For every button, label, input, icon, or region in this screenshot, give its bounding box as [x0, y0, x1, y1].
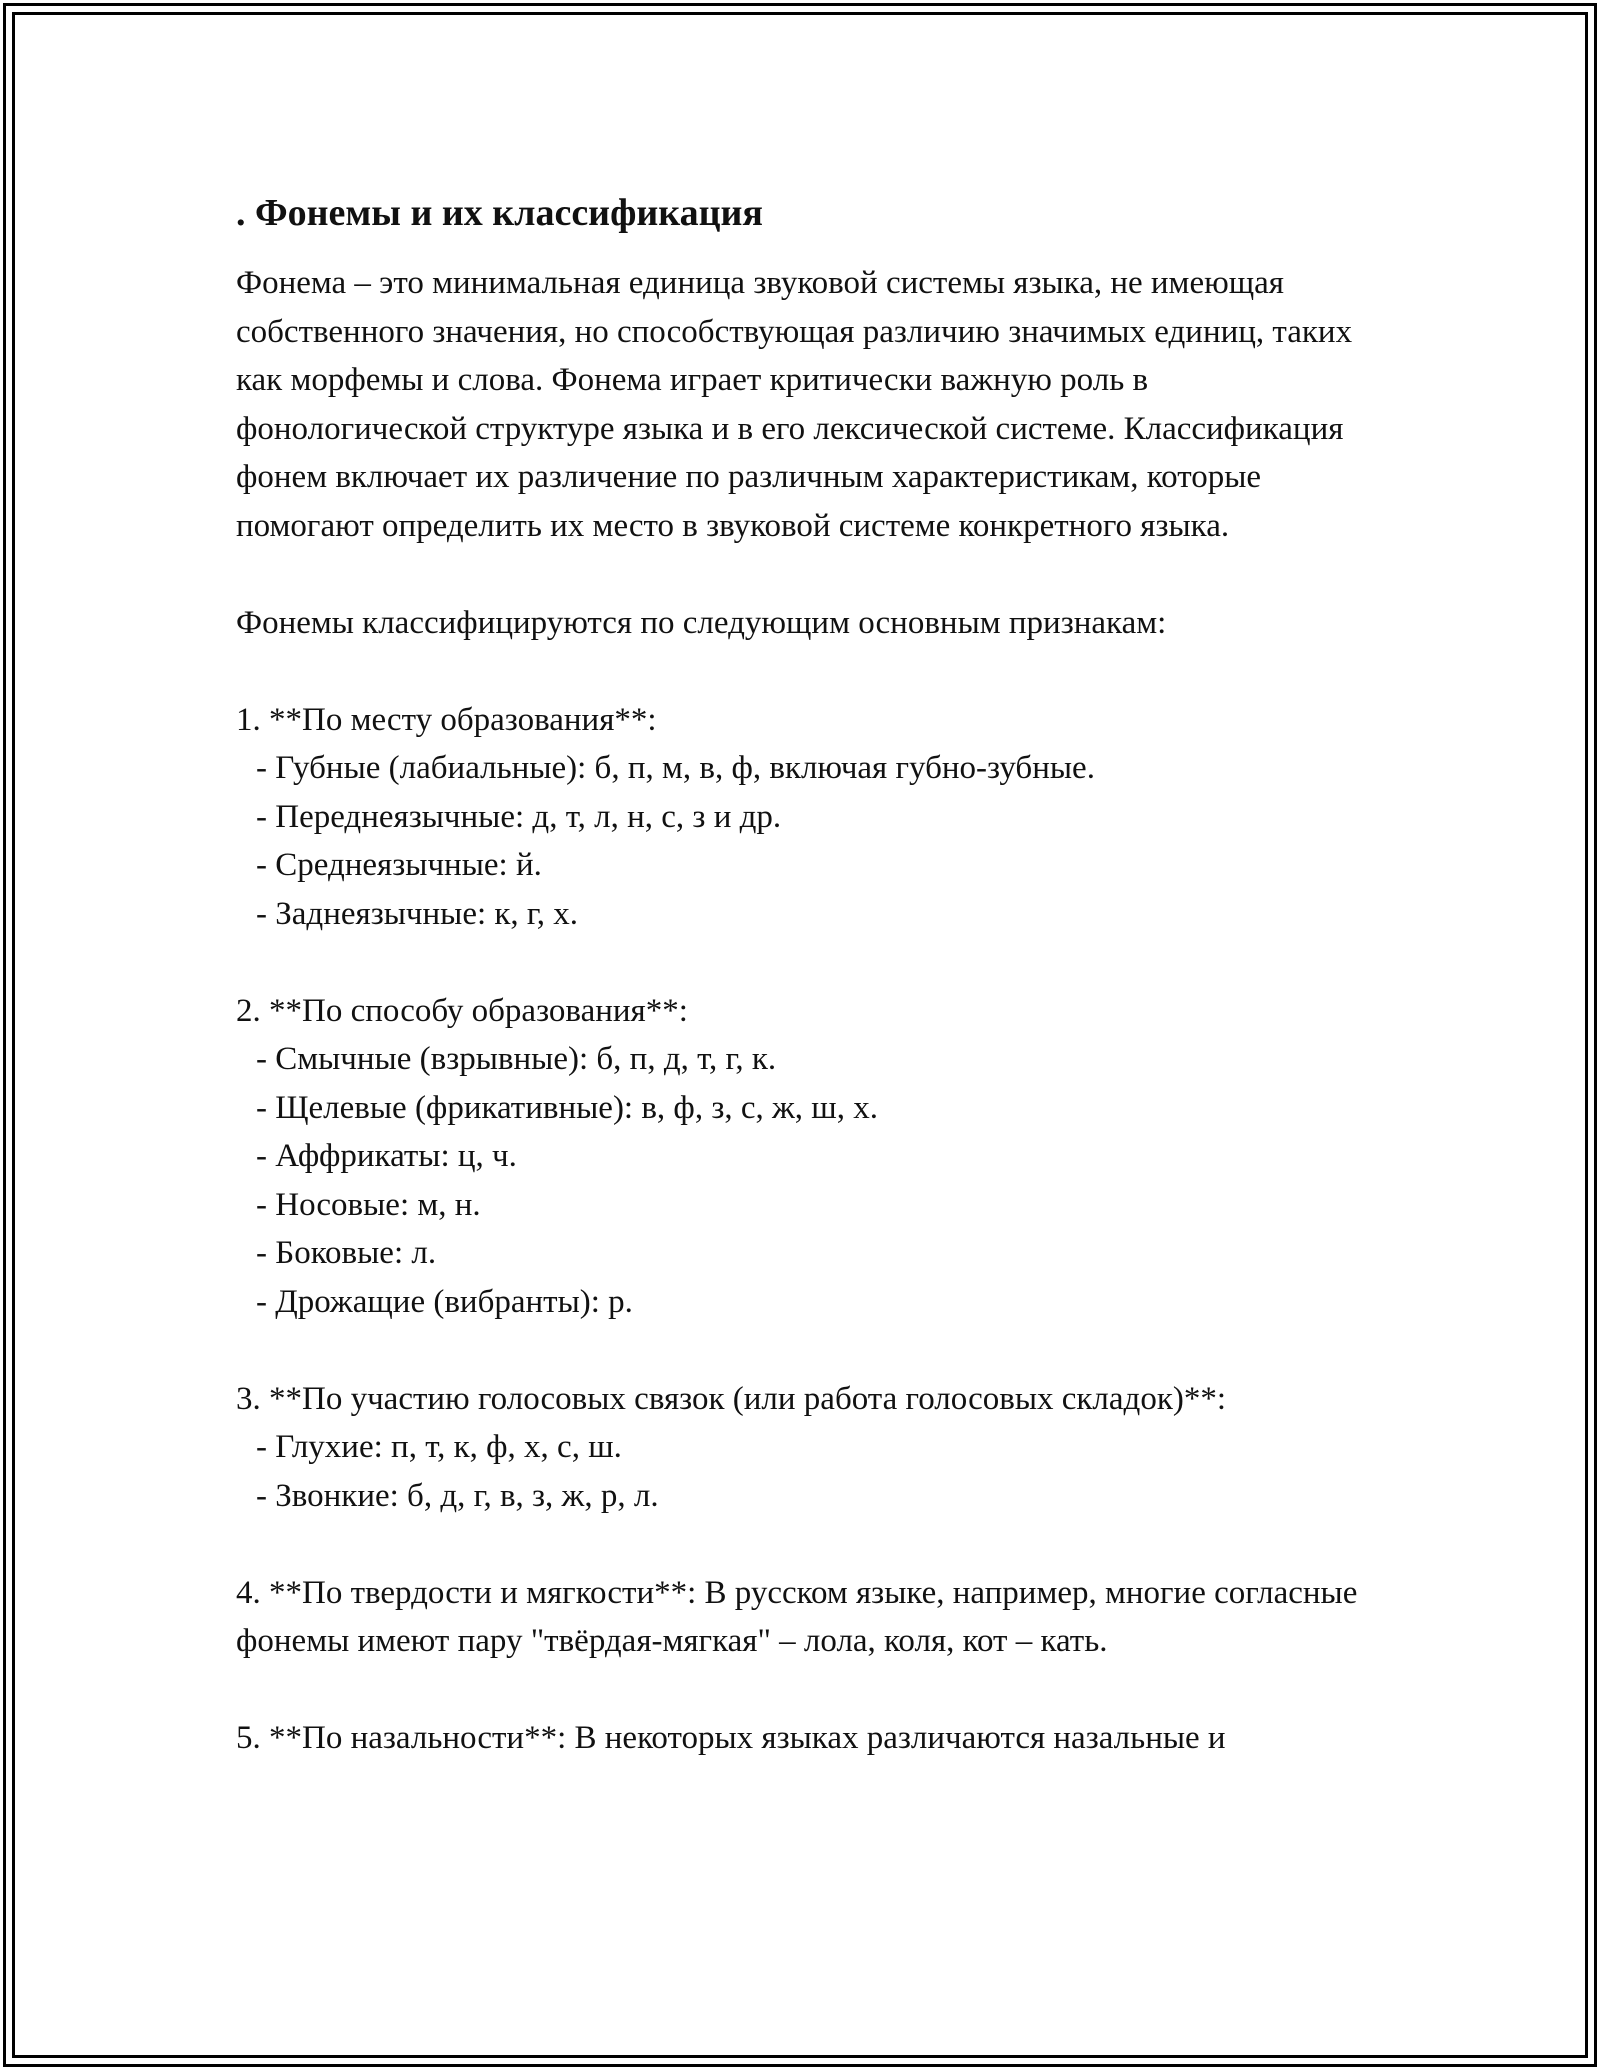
- classification-lead: Фонемы классифицируются по следующим основным признакам:: [236, 604, 1167, 641]
- list-item: - Боковые: л.: [256, 1235, 437, 1271]
- section-nasality: 5. **По назальности**: В некоторых языках различаются назальные и: [236, 1720, 1226, 1756]
- list-item: - Переднеязычные: д, т, л, н, с, з и др.: [256, 798, 782, 835]
- paragraph-spacer: [236, 550, 1386, 599]
- paragraph-spacer: [236, 647, 1386, 696]
- section-heading: 1. **По месту образования**:: [236, 701, 657, 738]
- section-voicing: [236, 1375, 1386, 1521]
- document-body: [236, 185, 1386, 1763]
- section-place: [236, 696, 1386, 939]
- intro-paragraph: Фонема – это минимальная единица звуковой системы языка, не имеющая собственного значения, но способствующая различию значимых единиц, таких как морфемы и слова. Фонема играет критически важную роль в фонологической структуре языка и в его лексической системе. Классификация фонем включает их различение по различным характеристикам, которые помогают определить их место в звуковой системе конкретного языка.: [236, 265, 1353, 544]
- list-item: - Губные (лабиальные): б, п, м, в, ф, включая губно-зубные.: [256, 750, 1095, 786]
- paragraph-spacer: [236, 1326, 1386, 1375]
- list-item: - Носовые: м, н.: [256, 1186, 481, 1223]
- list-item: - Смычные (взрывные): б, п, д, т, г, к.: [256, 1041, 777, 1077]
- page-title: . Фонемы и их классификация: [236, 192, 763, 234]
- section-manner: [236, 987, 1386, 1327]
- paragraph-spacer: [236, 1666, 1386, 1715]
- list-item: - Дрожащие (вибранты): р.: [256, 1283, 633, 1320]
- list-item: - Щелевые (фрикативные): в, ф, з, с, ж, ш, х.: [256, 1089, 878, 1126]
- list-item: - Заднеязычные: к, г, х.: [256, 895, 578, 932]
- section-heading: 2. **По способу образования**:: [236, 992, 688, 1029]
- section-hardness: 4. **По твердости и мягкости**: В русском языке, например, многие согласные фонемы имеют пару "твёрдая-мягкая" – лола, коля, кот – кать.: [236, 1574, 1358, 1659]
- list-item: - Звонкие: б, д, г, в, з, ж, р, л.: [256, 1477, 659, 1514]
- list-item: - Глухие: п, т, к, ф, х, с, ш.: [256, 1429, 622, 1465]
- list-item: - Аффрикаты: ц, ч.: [256, 1138, 517, 1174]
- paragraph-spacer: [236, 938, 1386, 987]
- list-item: - Среднеязычные: й.: [256, 847, 542, 883]
- section-heading: 3. **По участию голосовых связок (или работа голосовых складок)**:: [236, 1380, 1227, 1417]
- paragraph-spacer: [236, 1520, 1386, 1569]
